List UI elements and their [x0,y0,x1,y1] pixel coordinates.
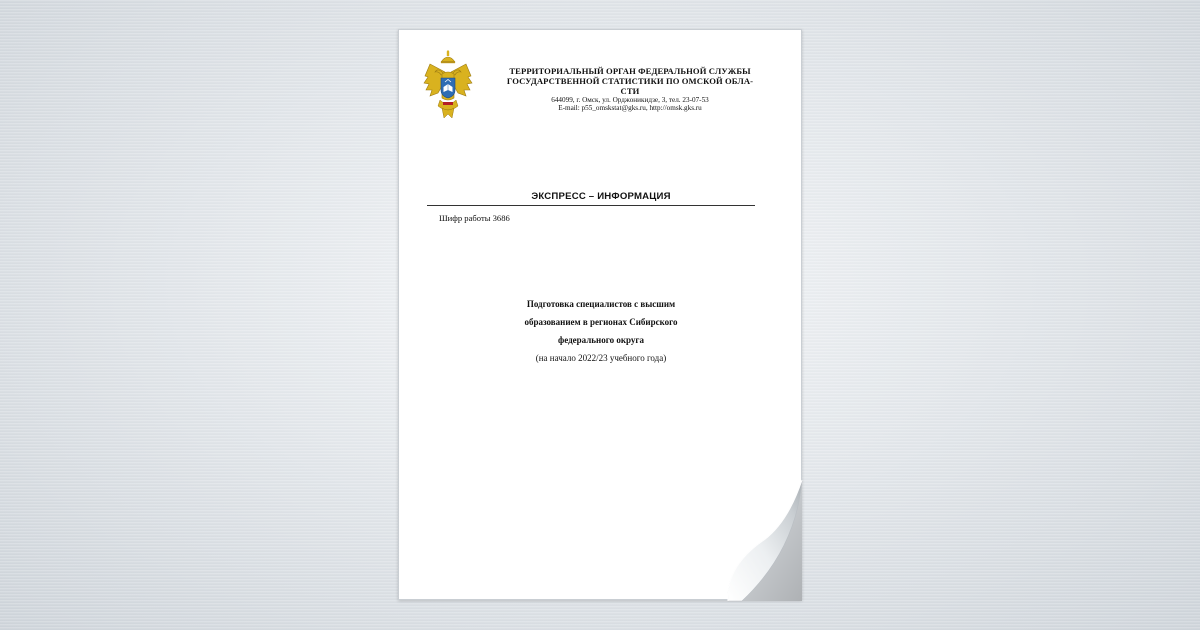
organization-contacts: E-mail: p55_omskstat@gks.ru, http://omsk.gks.ru [558,104,702,113]
page-curl-icon [718,470,808,605]
document-type-heading: ЭКСПРЕСС – ИНФОРМАЦИЯ [531,191,671,202]
organization-address: 644099, г. Омск, ул. Орджоникидзе, 3, тел. 23-07-53 [551,96,709,104]
title-line: федерального округа [557,335,644,345]
shield-icon [441,78,455,98]
coat-of-arms-icon [422,50,474,122]
work-cipher: Шифр работы 3686 [439,213,510,223]
document-subtitle: (на начало 2022/23 учебного года) [535,353,667,363]
heading-divider [427,205,755,206]
organization-header [477,66,783,113]
organization-name-line: ГОСУДАРСТВЕННОЙ СТАТИСТИКИ ПО ОМСКОЙ ОБЛА- [506,76,754,86]
organization-name-line: СТИ [620,86,640,96]
title-line: образованием в регионах Сибирского [524,317,678,327]
document-title [461,295,741,367]
title-line: Подготовка специалистов с высшим [526,299,676,309]
organization-name-line: ТЕРРИТОРИАЛЬНЫЙ ОРГАН ФЕДЕРАЛЬНОЙ СЛУЖБЫ [509,66,751,76]
